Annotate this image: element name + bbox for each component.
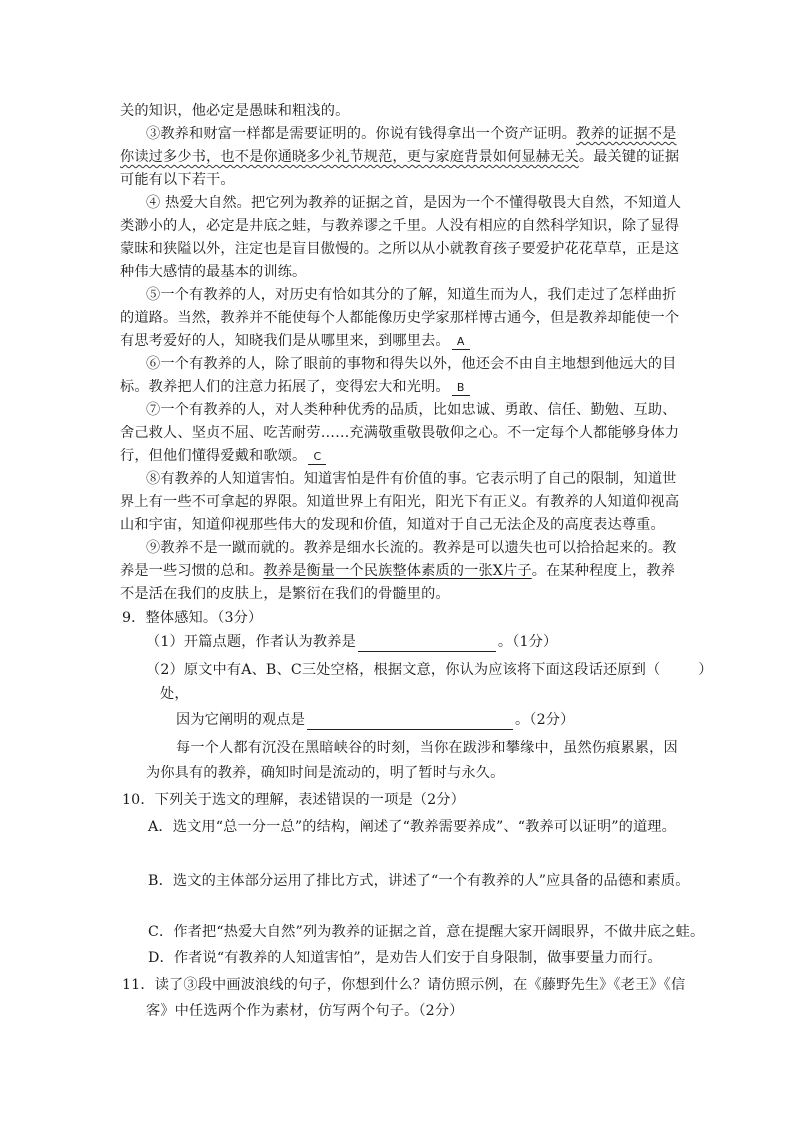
paragraph-9: ⑨教养不是一蹴而就的。教养是细水长流的。教养是可以遗失也可以拾拾起来的。教 xyxy=(146,540,677,556)
paragraph-4-line-3: 蒙昧和狭隘以外，注定也是盲目傲慢的。之所以从小就教育孩子要爱护花花草草，正是这 xyxy=(120,241,680,257)
option-10-a[interactable]: A．选文用“总一分一总”的结构，阐述了“教养需要养成”、“教养可以证明”的道理。 xyxy=(148,819,676,835)
question-9-2: （2）原文中有A、B、C三处空格，根据文意，你认为应该将下面这段话还原到（ ） xyxy=(146,662,713,678)
paragraph-4-line-2: 类渺小的人，必定是井底之蛙，与教养谬之千里。人没有相应的自然科学知识，除了显得 xyxy=(120,218,680,234)
paragraph-5: ⑤一个有教养的人，对历史有恰如其分的了解，知道生而为人，我们走过了怎样曲折 xyxy=(146,287,677,303)
paragraph-3-line-2: 你读过多少书，也不是你通晓多少礼节规范，更与家庭背景如何显赫无关。最关键的证据 xyxy=(120,149,680,165)
question-11: 11．读了③段中画波浪线的句子，你想到什么？请仿照示例，在《藤野先生》《老王》《信 xyxy=(122,977,686,993)
paragraph-7-line-3: 行，但他们懂得爱戴和歌颂。 C xyxy=(120,446,326,466)
option-10-d[interactable]: D．作者说“有教养的人知道害怕”，是劝告人们安于自身限制，做事要量力而行。 xyxy=(148,950,662,966)
paragraph-8-line-3: 山和宇宙，知道仰视那些伟大的发现和价值，知道对于自己无法企及的高度表达尊重。 xyxy=(120,517,665,533)
answer-blank-9-1[interactable] xyxy=(358,635,496,652)
question-11-line-2: 客》中任选两个作为素材，仿写两个句子。（2分） xyxy=(146,1003,464,1019)
paragraph-9-line-3: 不是活在我们的皮肤上，是繁衍在我们的骨髓里的。 xyxy=(120,586,450,602)
option-10-c[interactable]: C．作者把“热爱大自然”列为教养的证据之首，意在提醒大家开阔眼界，不做井底之蛙。 xyxy=(148,924,705,940)
paragraph-9-line-2: 养是一些习惯的总和。教养是衡量一个民族整体素质的一张X片子。在某种程度上，教养 xyxy=(120,563,676,579)
blank-marker-a: A xyxy=(452,335,470,350)
underlined-sentence: 教养是衡量一个民族整体素质的一张X片子 xyxy=(263,563,532,579)
answer-blank-9-2[interactable] xyxy=(307,713,513,730)
paragraph-3: ③教养和财富一样都是需要证明的。你说有钱得拿出一个资产证明。教养的证据不是 xyxy=(146,126,677,142)
paragraph-6: ⑥一个有教养的人，除了眼前的事物和得失以外，他还会不由自主地想到他远大的目 xyxy=(146,356,677,372)
question-9-2-cont: 处， xyxy=(160,686,189,702)
paragraph-8-line-2: 界上有一些不可拿起的界限。知道世界上有阳光，阳光下有正义。有教养的人知道仰视高 xyxy=(120,494,680,510)
paragraph-7-line-2: 舍己救人、坚贞不屈、吃苦耐劳……充满敬重敬畏敬仰之心。不一定每个人都能够身体力 xyxy=(120,425,680,441)
question-9-quote: 每一个人都有沉没在黑暗峡谷的时刻，当你在跋涉和攀缘中，虽然伤痕累累，因 xyxy=(176,740,678,756)
passage-line: 关的知识，他必定是愚昧和粗浅的。 xyxy=(120,103,350,119)
paragraph-5-line-3: 有思考爱好的人，知晓我们是从哪里来，到哪里去。 A xyxy=(120,331,470,351)
paragraph-3-line-3: 可能有以下若干。 xyxy=(120,172,235,188)
paragraph-8: ⑧有教养的人知道害怕。知道害怕是件有价值的事。它表示明了自己的限制，知道世 xyxy=(146,471,677,487)
question-10-title: 10．下列关于选文的理解，表述错误的一项是（2分） xyxy=(122,792,465,808)
wavy-underlined-sentence: 教养的证据不是 xyxy=(576,126,677,142)
option-10-b[interactable]: B．选文的主体部分运用了排比方式，讲述了“一个有教养的人”应具备的品德和素质。 xyxy=(148,873,690,889)
question-9-title: 9．整体感知。（3分） xyxy=(122,610,263,626)
paragraph-4-line-4: 种伟大感情的最基本的训练。 xyxy=(120,264,307,280)
paragraph-7: ⑦一个有教养的人，对人类种种优秀的品质，比如忠诚、勇敢、信任、勤勉、互助、 xyxy=(146,402,677,418)
blank-marker-b: B xyxy=(452,381,470,396)
question-9-quote-line-2: 为你具有的教养，确知时间是流动的，明了暂时与永久。 xyxy=(146,765,505,781)
question-9-2-reason: 因为它阐明的观点是 。（2分） xyxy=(176,712,575,728)
wavy-underlined-sentence-cont: 你读过多少书，也不是你通晓多少礼节规范，更与家庭背景如何显赫无关 xyxy=(120,149,579,165)
blank-marker-c: C xyxy=(308,450,326,465)
paragraph-6-line-2: 标。教养把人们的注意力拓展了，变得宏大和光明。 B xyxy=(120,377,470,397)
question-9-1: （1）开篇点题，作者认为教养是 。（1分） xyxy=(146,634,558,650)
paragraph-5-line-2: 的道路。当然，教养并不能使每个人都能像历史学家那样博古通今，但是教养却能使一个 xyxy=(120,310,680,326)
paragraph-4: ④ 热爱大自然。把它列为教养的证据之首，是因为一个不懂得敬畏大自然，不知道人 xyxy=(146,195,682,211)
